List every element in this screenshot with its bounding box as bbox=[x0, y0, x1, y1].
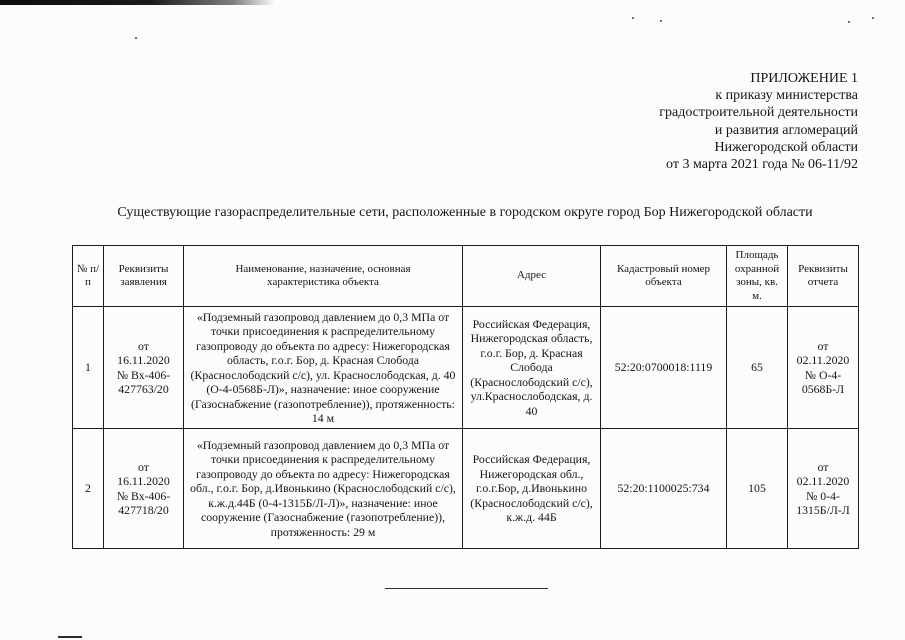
header-number: № п/п bbox=[73, 246, 104, 307]
header-zone-area: Площадь охранной зоны, кв. м. bbox=[727, 246, 788, 307]
cell-description: «Подземный газопровод давлением до 0,3 МПа от точки присоединения к распределительному газопроводу до объекта по адресу: Нижегородская область, г.о.г. Бор, д. Красная Слобода (Краснослободский с/с), ул. Краснослободская, д. 40 (О-4-0568Б-Л)», назначение: иное сооружение (Газоснабжение (газопотребление)), протяженность: 14 м bbox=[184, 307, 463, 429]
cell-number: 1 bbox=[73, 307, 104, 429]
appendix-order-date: от 3 марта 2021 года № 06-11/92 bbox=[666, 157, 858, 173]
cell-address: Российская Федерация, Нижегородская область, г.о.г. Бор, д. Красная Слобода (Краснослободский с/с), ул.Краснослободская, д. 40 bbox=[463, 307, 601, 429]
scan-edge-top bbox=[0, 0, 275, 5]
header-cadastral-number: Кадастровый номер объекта bbox=[601, 246, 727, 307]
scan-speck bbox=[660, 20, 662, 22]
header-application: Реквизиты заявления bbox=[104, 246, 184, 307]
scan-speck bbox=[632, 17, 634, 19]
cell-report: от 02.11.2020 № О-4-0568Б-Л bbox=[788, 307, 859, 429]
scan-speck bbox=[848, 21, 850, 23]
appendix-line: и развития агломераций bbox=[714, 122, 858, 138]
cell-application: от 16.11.2020 № Вх-406-427763/20 bbox=[104, 307, 184, 429]
cell-zone-area: 105 bbox=[727, 429, 788, 549]
cell-report: от 02.11.2020 № 0-4-1315Б/Л-Л bbox=[788, 429, 859, 549]
gas-network-table bbox=[72, 245, 859, 549]
scan-speck bbox=[135, 37, 137, 39]
cell-number: 2 bbox=[73, 429, 104, 549]
table-row bbox=[73, 307, 859, 429]
cell-zone-area: 65 bbox=[727, 307, 788, 429]
cell-cadastral-number: 52:20:0700018:1119 bbox=[601, 307, 727, 429]
document-title: Существующие газораспределительные сети, расположенные в городском округе город Бор Нижегородской области bbox=[117, 205, 813, 220]
table-header-row bbox=[73, 246, 859, 307]
footer-divider bbox=[385, 588, 548, 589]
appendix-title: ПРИЛОЖЕНИЕ 1 bbox=[750, 71, 858, 86]
table-row bbox=[73, 429, 859, 549]
appendix-header bbox=[659, 70, 858, 173]
header-address: Адрес bbox=[463, 246, 601, 307]
scan-speck bbox=[872, 17, 874, 19]
header-description: Наименование, назначение, основная характеристика объекта bbox=[184, 246, 463, 307]
cell-application: от 16.11.2020 № Вх-406-427718/20 bbox=[104, 429, 184, 549]
cell-address: Российская Федерация, Нижегородская обл., г.о.г.Бор, д.Ивонькино (Краснослободский с/с), к.ж.д. 44Б bbox=[463, 429, 601, 549]
appendix-line: градостроительной деятельности bbox=[659, 105, 858, 121]
appendix-line: Нижегородской области bbox=[714, 139, 858, 155]
appendix-line: к приказу министерства bbox=[715, 88, 858, 104]
header-report: Реквизиты отчета bbox=[788, 246, 859, 307]
cell-description: «Подземный газопровод давлением до 0,3 МПа от точки присоединения к распределительному газопроводу до объекта по адресу: Нижегородская обл., г.о.г. Бор, д.Ивонькино (Краснослободский с/с), к.ж.д.44Б (0-4-1315Б/Л-Л)», назначение: иное сооружение (Газоснабжение (газопотребление)), протяженность: 29 м bbox=[184, 429, 463, 549]
cell-cadastral-number: 52:20:1100025:734 bbox=[601, 429, 727, 549]
scan-dash bbox=[58, 636, 82, 638]
